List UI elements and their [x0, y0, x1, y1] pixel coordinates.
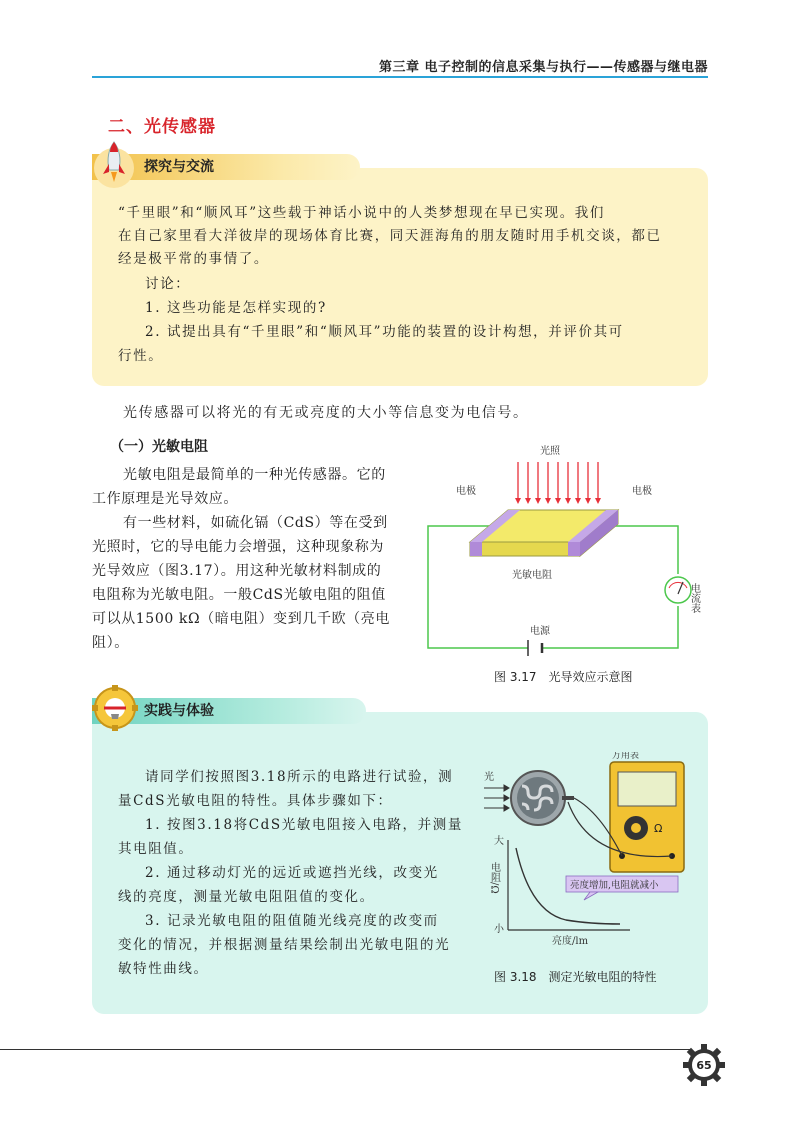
explore-tab: 探究与交流 [92, 154, 360, 180]
body-line-5: 光导效应（图3.17）。用这种光敏材料制成的 [92, 563, 382, 579]
body-line-6: 电阻称为光敏电阻。一般CdS光敏电阻的阻值 [92, 587, 386, 603]
fig317-electrode-right: 电极 [632, 486, 652, 497]
body-line-4: 光照时，它的导电能力会增强，这种现象称为 [92, 539, 384, 555]
explore-line-4: 讨论： [145, 276, 191, 292]
light-rays [518, 462, 598, 500]
page-number: 65 [696, 1059, 712, 1072]
fig317-electrode-left: 电极 [456, 486, 476, 497]
explore-line-2: 在自己家里看大洋彼岸的现场体育比赛，同天涯海角的朋友随时用手机交谈，都已 [118, 228, 662, 244]
practice-line-8: 变化的情况，并根据测量结果绘制出光敏电阻的光 [118, 937, 451, 953]
fig317-ammeter-label: 电流表 [688, 583, 700, 613]
rocket-icon [92, 136, 142, 192]
explore-line-5: 1. 这些功能是怎样实现的? [145, 300, 327, 316]
fig318-note: 亮度增加,电阻就减小 [570, 880, 659, 891]
practice-line-3: 1. 按图3.18将CdS光敏电阻接入电路，并测量 [145, 817, 463, 833]
body-line-3: 有一些材料，如硫化镉（CdS）等在受到 [123, 515, 388, 531]
practice-line-5: 2. 通过移动灯光的远近或遮挡光线，改变光 [145, 865, 439, 881]
practice-line-9: 敏特性曲线。 [118, 961, 209, 977]
body-line-7: 可以从1500 kΩ（暗电阻）变到几千欧（亮电 [92, 611, 390, 627]
intro-text: 光传感器可以将光的有无或亮度的大小等信息变为电信号。 [123, 405, 529, 421]
fig318-yaxis: 电阻/Ω [488, 862, 500, 894]
gear-bulb-icon [90, 684, 140, 734]
fig317-caption: 图 3.17 光导效应示意图 [494, 670, 633, 684]
ammeter-icon [665, 577, 691, 603]
practice-line-6: 线的亮度，测量光敏电阻阻值的变化。 [118, 889, 375, 905]
chapter-header: 第三章 电子控制的信息采集与执行——传感器与继电器 [378, 60, 708, 75]
footer-rule [0, 1049, 690, 1050]
subsection-title: （一）光敏电阻 [110, 439, 208, 455]
fig317-resistor-label: 光敏电阻 [512, 570, 552, 581]
practice-line-2: 量CdS光敏电阻的特性。具体步骤如下： [118, 793, 393, 809]
practice-tab: 实践与体验 [92, 698, 366, 724]
fig318-ohm-label: Ω [654, 822, 663, 835]
fig317-light-label: 光照 [540, 446, 560, 457]
fig318-light-label: 光 [484, 772, 494, 783]
figure-3-17 [420, 438, 720, 668]
explore-line-6: 2. 试提出具有“千里眼”和“顺风耳”功能的装置的设计构想，并评价其可 [145, 324, 624, 340]
fig318-caption: 图 3.18 测定光敏电阻的特性 [494, 970, 657, 984]
explore-line-1: “千里眼”和“顺风耳”这些载于神话小说中的人类梦想现在早已实现。我们 [118, 205, 606, 221]
practice-line-7: 3. 记录光敏电阻的阻值随光线亮度的改变而 [145, 913, 439, 929]
fig318-meter-label: 万用表 [612, 752, 640, 761]
fig318-xaxis: 亮度/lm [552, 936, 589, 947]
section-title: 二、光传感器 [108, 117, 216, 137]
fig318-ysmall: 小 [494, 924, 504, 935]
page-number-gear-icon [683, 1044, 725, 1086]
fig317-power-label: 电源 [530, 626, 550, 637]
body-line-1: 光敏电阻是最简单的一种光传感器。它的 [123, 467, 386, 483]
body-line-2: 工作原理是光导效应。 [92, 491, 238, 507]
explore-line-7: 行性。 [118, 348, 164, 364]
header-rule [92, 76, 708, 78]
practice-line-1: 请同学们按照图3.18所示的电路进行试验，测 [145, 769, 454, 785]
practice-line-4: 其电阻值。 [118, 841, 194, 857]
fig318-ybig: 大 [494, 836, 504, 847]
body-line-8: 阻）。 [92, 635, 129, 651]
explore-line-3: 经是极平常的事情了。 [118, 251, 269, 267]
figure-3-18 [480, 752, 690, 952]
